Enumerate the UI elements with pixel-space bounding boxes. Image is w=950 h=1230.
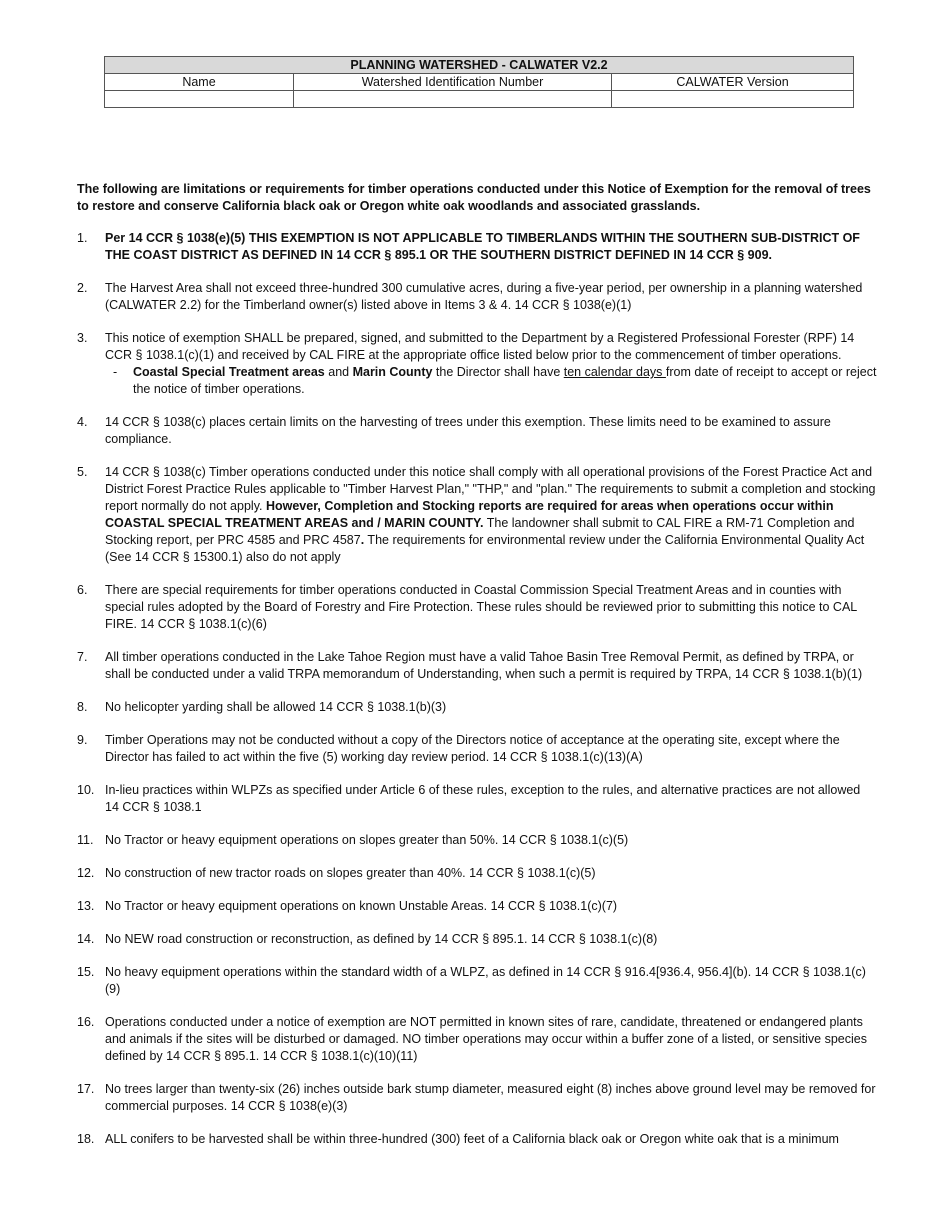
item-text: Per 14 CCR § 1038(e)(5) THIS EXEMPTION IS NOT APPLICABLE TO TIMBERLANDS WITHIN THE SOUTHERN SUB-DISTRICT OF THE COAST DISTRICT AS DEFINED IN 14 CCR § 895.1 OR THE SOUTHERN DISTRICT DEFINED IN 14 CCR § 909. [105, 231, 860, 262]
item-number: 17. [77, 1082, 95, 1096]
list-item [77, 414, 877, 448]
sub-bullet-dash: - [113, 365, 118, 379]
list-item [77, 898, 877, 915]
item-text: No NEW road construction or reconstruction, as defined by 14 CCR § 895.1. 14 CCR § 1038.1(c)(8) [105, 932, 658, 946]
item-text: Timber Operations may not be conducted without a copy of the Directors notice of acceptance at the operating site, except where the Director has failed to act within the five (5) working day review period. 14 CCR § 1038.1(c)(13)(A) [105, 733, 840, 764]
header-watershed-id: Watershed Identification Number [294, 74, 612, 91]
item-number: 3. [77, 331, 88, 345]
item-number: 5. [77, 465, 88, 479]
list-item [77, 1081, 877, 1115]
item-text: No helicopter yarding shall be allowed 14 CCR § 1038.1(b)(3) [105, 700, 447, 714]
item-number: 1. [77, 231, 88, 245]
item-number: 9. [77, 733, 88, 747]
item-text: There are special requirements for timber operations conducted in Coastal Commission Special Treatment Areas and in counties with special rules adopted by the Board of Forestry and Fire Protection. These rules should be reviewed prior to submitting this notice to CAL FIRE. 14 CCR § 1038.1(c)(6) [105, 583, 857, 631]
list-item [77, 280, 877, 314]
item-text: 14 CCR § 1038(c) places certain limits on the harvesting of trees under this exemption. These limits need to be examined to assure compliance. [105, 415, 831, 446]
sub-bullet-bold-1: Coastal Special Treatment areas [133, 365, 325, 379]
list-item [77, 782, 877, 816]
item-number: 10. [77, 783, 95, 797]
cell-calwater-version [612, 91, 854, 108]
sub-bullet [105, 364, 877, 398]
list-item [77, 1131, 877, 1148]
list-item [77, 330, 877, 398]
sub-bullet-text-3: from date of receipt to accept or reject the notice of timber operations. [133, 365, 877, 396]
cell-watershed-id [294, 91, 612, 108]
table-row [105, 91, 854, 108]
item-text-3: The requirements for environmental review under the California Environmental Quality Act (See 14 CCR § 15300.1) also do not apply [105, 533, 865, 564]
item-bold-1: However, Completion and Stocking reports are required for areas when operations occur within COASTAL SPECIAL TREATMENT AREAS and / MARIN COUNTY. [105, 499, 834, 530]
sub-bullet-bold-2: Marin County [352, 365, 433, 379]
item-text: This notice of exemption SHALL be prepared, signed, and submitted to the Department by a Registered Professional Forester (RPF) 14 CCR § 1038.1(c)(1) and received by CAL FIRE at the appropriate office listed below prior to the commencement of timber operations. [105, 331, 855, 362]
list-item [77, 464, 877, 566]
table-header-row [105, 74, 854, 91]
limitations-list [77, 230, 877, 1148]
item-number: 13. [77, 899, 95, 913]
item-text: No Tractor or heavy equipment operations on slopes greater than 50%. 14 CCR § 1038.1(c)(5) [105, 833, 629, 847]
header-name: Name [105, 74, 294, 91]
item-text: All timber operations conducted in the Lake Tahoe Region must have a valid Tahoe Basin Tree Removal Permit, as defined by TRPA, or shall be conducted under a valid TRPA memorandum of Understanding, when such a permit is required by TRPA, 14 CCR § 1038.1(b)(1) [105, 650, 863, 681]
item-number: 14. [77, 932, 95, 946]
item-text: The Harvest Area shall not exceed three-hundred 300 cumulative acres, during a five-year period, per ownership in a planning watershed (CALWATER 2.2) for the Timberland owner(s) listed above in Items 3 & 4. 14 CCR § 1038(e)(1) [105, 281, 863, 312]
list-item [77, 865, 877, 882]
cell-name [105, 91, 294, 108]
item-number: 18. [77, 1132, 95, 1146]
list-item [77, 732, 877, 766]
item-text: No Tractor or heavy equipment operations on known Unstable Areas. 14 CCR § 1038.1(c)(7) [105, 899, 618, 913]
list-item [77, 1014, 877, 1065]
planning-watershed-table [104, 56, 854, 108]
list-item [77, 931, 877, 948]
item-text: No heavy equipment operations within the standard width of a WLPZ, as defined in 14 CCR § 916.4[936.4, 956.4](b). 14 CCR § 1038.1(c)(9) [105, 965, 866, 996]
list-item [77, 699, 877, 716]
item-number: 7. [77, 650, 88, 664]
item-bold-2: . [360, 533, 365, 547]
sub-bullet-underlined: ten calendar days [563, 365, 666, 379]
list-item [77, 582, 877, 633]
item-number: 2. [77, 281, 88, 295]
header-calwater-version: CALWATER Version [612, 74, 854, 91]
item-number: 4. [77, 415, 88, 429]
list-item [77, 832, 877, 849]
item-number: 11. [77, 833, 94, 847]
intro-paragraph: The following are limitations or requirements for timber operations conducted under this Notice of Exemption for the removal of trees to restore and conserve California black oak or Oregon white oak woodlands and associated grasslands. [77, 182, 871, 213]
item-number: 12. [77, 866, 95, 880]
item-text-2: The landowner shall submit to CAL FIRE a RM-71 Completion and Stocking report, per PRC 4585 and PRC 4587 [105, 516, 855, 547]
item-number: 16. [77, 1015, 95, 1029]
list-item [77, 649, 877, 683]
item-text: No trees larger than twenty-six (26) inches outside bark stump diameter, measured eight (8) inches above ground level may be removed for commercial purposes. 14 CCR § 1038(e)(3) [105, 1082, 876, 1113]
list-item [77, 964, 877, 998]
item-text: ALL conifers to be harvested shall be within three-hundred (300) feet of a California black oak or Oregon white oak that is a minimum [105, 1132, 839, 1146]
item-number: 6. [77, 583, 88, 597]
item-text-1: 14 CCR § 1038(c) Timber operations conducted under this notice shall comply with all operational provisions of the Forest Practice Act and District Forest Practice Rules applicable to "Timber Harvest Plan," "THP," and "plan." The requirements to submit a completion and stocking report normally do not apply. [105, 465, 876, 513]
sub-bullet-text-2: the Director shall have [432, 365, 564, 379]
list-item [77, 230, 877, 264]
item-number: 15. [77, 965, 95, 979]
item-text: In-lieu practices within WLPZs as specified under Article 6 of these rules, exception to the rules, and alternative practices are not allowed 14 CCR § 1038.1 [105, 783, 861, 814]
item-text: No construction of new tractor roads on slopes greater than 40%. 14 CCR § 1038.1(c)(5) [105, 866, 596, 880]
sub-bullet-text-1: and [324, 365, 353, 379]
table-title: PLANNING WATERSHED - CALWATER V2.2 [105, 57, 854, 74]
item-text: Operations conducted under a notice of exemption are NOT permitted in known sites of rare, candidate, threatened or endangered plants and animals if the sites will be disturbed or damaged. NO timber operations may occur within a buffer zone of a listed, or sensitive species defined by 14 CCR § 895.1. 14 CCR § 1038.1(c)(10)(11) [105, 1015, 867, 1063]
item-number: 8. [77, 700, 88, 714]
